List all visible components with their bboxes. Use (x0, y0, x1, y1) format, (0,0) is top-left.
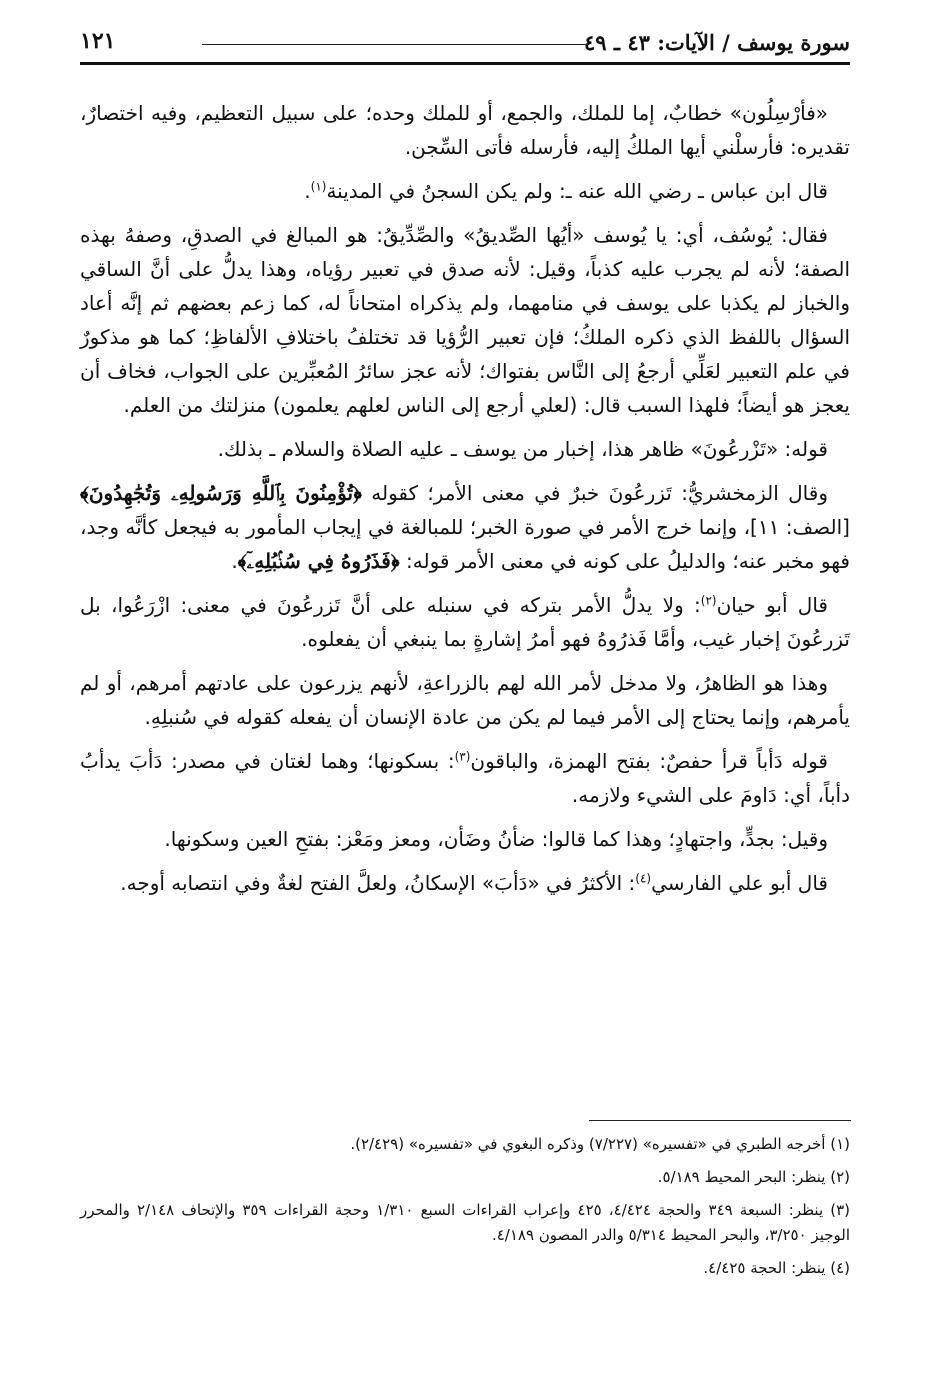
paragraph-text: . (231, 549, 238, 573)
footnote-2: (٢) ينظر: البحر المحيط ٥/١٨٩. (657, 1168, 850, 1186)
paragraph-text: وهذا هو الظاهرُ، ولا مدخل لأمر الله لهم بالزراعةِ، لأنهم يزرعون على عادتهم أمرهم، أو لم يأمرهم، وإنما يحتاج إلى الأمر فيما لم يكن من عادة الإنسان أن يفعله كقوله في سُنبلِهِ. (80, 671, 850, 729)
paragraph-6 (80, 588, 850, 656)
paragraph-1 (80, 96, 850, 164)
footnote-ref: (٤) (635, 871, 652, 886)
paragraph-text: قال أبو علي الفارسي (651, 871, 828, 895)
paragraph-5 (80, 476, 850, 578)
footnote-3: (٣) ينظر: السبعة ٣٤٩ والحجة ٤/٤٢٤، ٤٢٥ وإعراب القراءات السبع ١/٣١٠ وحجة القراءات ٣٥٩ والإتحاف ٢/١٤٨ والمحرر الوجيز ٣/٢٥٠، والبحر المحيط ٥/٣١٤ والدر المصون ٤/١٨٩. (80, 1201, 851, 1244)
paragraph-text: وقيل: بجدٍّ، واجتهادٍ؛ وهذا كما قالوا: ضأنُ وضَأن، ومعز ومَعْز: بفتحِ العين وسكونها. (164, 827, 828, 851)
footnote-ref: (٣) (454, 749, 471, 764)
header-rule (202, 44, 588, 45)
paragraph-text: قال أبو حيان (716, 593, 828, 617)
paragraph-7 (80, 666, 850, 734)
running-header (80, 22, 850, 66)
footnote-ref: (١) (310, 179, 327, 194)
paragraph-8 (80, 744, 850, 812)
footnote-1: (١) أخرجه الطبري في «تفسيره» (٧/٢٢٧) وذكره البغوي في «تفسيره» (٢/٤٢٩). (350, 1135, 850, 1153)
running-title: سورة يوسف / الآيات: ٤٣ ـ ٤٩ (583, 30, 850, 55)
paragraph-text: [الصف: ١١]، وإنما خرج الأمر في صورة الخبر؛ للمبالغة في إيجاب المأمور به فيجعل كأنَّه وجد، فهو مخبر عنه؛ والدليلُ على كونه في معنى الأمر قوله: (80, 515, 850, 573)
main-text (80, 96, 850, 910)
footnote-ref: (٢) (700, 593, 717, 608)
footnote-separator (589, 1120, 851, 1121)
quran-verse: ﴿تُؤْمِنُونَ بِٱللَّهِ وَرَسُولِهِۦ وَتُجَٰهِدُونَ﴾ (80, 481, 362, 505)
footnotes (80, 1132, 850, 1289)
paragraph-10 (80, 866, 850, 900)
footnote-4: (٤) ينظر: الحجة ٤/٤٢٥. (703, 1259, 850, 1277)
paragraph-text: : الأكثرُ في «دَأبَ» الإسكانُ، ولعلَّ الفتح لغةٌ وفي انتصابه أوجه. (120, 871, 636, 895)
paragraph-4 (80, 432, 850, 466)
header-divider (80, 62, 850, 65)
paragraph-text: . (304, 179, 311, 203)
paragraph-text: «فأرْسِلُون» خطابٌ، إما للملك، والجمع، أو للملك وحده؛ على سبيل التعظيم، وفيه اختصارٌ، تقديره: فأرسلْني أيها الملكُ إليه، فأرسله فأتى السِّجن. (80, 101, 850, 159)
paragraph-text: قوله: «تَزْرعُونَ» ظاهر هذا، إخبار من يوسف ـ عليه الصلاة والسلام ـ بذلك. (217, 437, 828, 461)
paragraph-9 (80, 822, 850, 856)
paragraph-text: وقال الزمخشريُّ: تَزرعُونَ خبرٌ في معنى الأمر؛ كقوله (361, 481, 828, 505)
paragraph-3 (80, 218, 850, 422)
quran-verse: ﴿فَذَرُوهُ فِي سُنۢبُلِهِۦٓ﴾ (237, 549, 400, 573)
paragraph-text: فقال: يُوسُف، أي: يا يُوسف «أيُها الصِّديقُ» والصِّدِّيقُ: هو المبالغ في الصدقِ، وصفهُ بهذه الصفة؛ لأنه لم يجرب عليه كذباً، وقيل: لأنه صدق في تعبير رؤياه، وهذا يدلُّ على أنَّ الساقي والخباز لم يكذبا على يوسف في منامهما، ولم يذكراه امتحاناً له، كما زعم بعضهم ثم إنَّه أعاد السؤال باللفظ الذي ذكره الملكُ؛ فإن تعبير الرُّؤيا قد تختلفُ باختلافِ الألفاظِ؛ كما هو مذكورٌ في علم التعبير لعَلِّي أرجعُ إلى النَّاس بفتواك؛ لأنه عجز سائرُ المُعبِّرين على الجواب، فخاف أن يعجز هو أيضاً؛ فلهذا السبب قال: (لعلي أرجع إلى الناس لعلهم يعلمون) منزلتك من العلم. (80, 223, 850, 417)
page-number: ١٢١ (80, 28, 116, 54)
paragraph-2 (80, 174, 850, 208)
paragraph-text: : بسكونها؛ وهما لغتان في مصدر: دَأبَ يدأبُ دأباً، أي: دَاومَ على الشيء ولازمه. (80, 749, 850, 807)
paragraph-text: قوله دَأباً قرأ حفصٌ: بفتح الهمزة، والباقون (470, 749, 828, 773)
paragraph-text: : ولا يدلُّ الأمر بتركه في سنبله على أنَّ تَزرعُونَ في معنى: ازْرَعُوا، بل تَزرعُونَ إخبار غيب، وأمَّا فَذرُوهُ فهو أمرُ إشارةٍ بما ينبغي أن يفعلوه. (80, 593, 850, 651)
paragraph-text: قال ابن عباس ـ رضي الله عنه ـ: ولم يكن السجنُ في المدينة (326, 179, 828, 203)
